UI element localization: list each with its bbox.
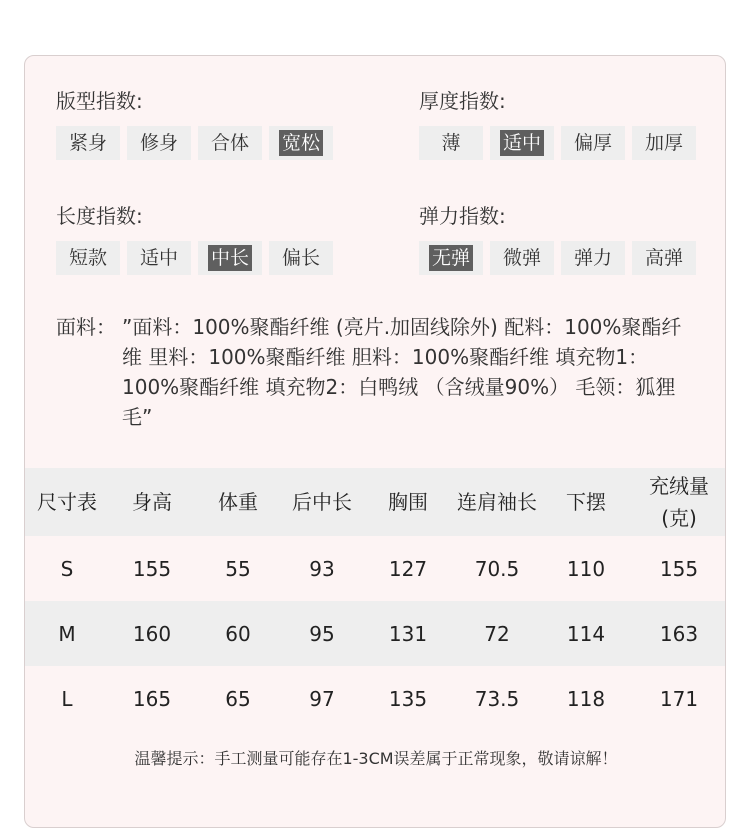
stretch-index — [419, 201, 703, 275]
fit-index-options — [56, 126, 340, 160]
thickness-index-options — [419, 126, 703, 160]
fit-index — [56, 86, 340, 160]
cell-size: L — [61, 686, 73, 711]
header-down-fill: 充绒量 (克) — [649, 474, 709, 530]
cell-size: S — [60, 556, 74, 581]
cell-chest: 135 — [388, 686, 428, 711]
size-table — [25, 468, 726, 731]
length-option-long: 偏长 — [269, 241, 333, 275]
thickness-option-extra-thick: 加厚 — [632, 126, 696, 160]
cell-down-fill: 163 — [659, 621, 699, 646]
header-sleeve-length: 连肩袖长 — [457, 490, 537, 514]
cell-down-fill: 171 — [659, 686, 699, 711]
thickness-index-title: 厚度指数: — [419, 89, 506, 113]
size-table-header — [25, 468, 726, 536]
fabric-text: ”面料：100%聚酯纤维 (亮片.加固线除外) 配料：100%聚酯纤维 里料：100%聚酯纤维 胆料：100%聚酯纤维 填充物1：100%聚酯纤维 填充物2：白鸭绒 （含绒量90%） 毛领：狐狸毛” — [122, 315, 682, 429]
size-info-card — [24, 55, 726, 828]
header-hem: 下摆 — [566, 490, 606, 514]
header-weight: 体重 — [218, 490, 258, 514]
cell-back-length: 97 — [309, 686, 335, 711]
cell-height: 160 — [132, 621, 172, 646]
cell-height: 155 — [132, 556, 172, 581]
fit-option-loose: 宽松 — [269, 126, 333, 160]
cell-height: 165 — [132, 686, 172, 711]
header-height: 身高 — [132, 490, 172, 514]
fit-option-slim: 修身 — [127, 126, 191, 160]
fabric-label: 面料： — [56, 315, 116, 339]
length-option-mid-long: 中长 — [198, 241, 262, 275]
cell-back-length: 93 — [309, 556, 335, 581]
cell-hem: 118 — [566, 686, 606, 711]
measurement-note: 温馨提示：手工测量可能存在1-3CM误差属于正常现象，敬请谅解！ — [134, 749, 618, 768]
cell-sleeve-length: 73.5 — [474, 686, 520, 711]
stretch-option-stretch: 弹力 — [561, 241, 625, 275]
thickness-option-medium: 适中 — [490, 126, 554, 160]
cell-down-fill: 155 — [659, 556, 699, 581]
cell-weight: 65 — [225, 686, 251, 711]
cell-sleeve-length: 70.5 — [474, 556, 520, 581]
length-index-title: 长度指数: — [56, 204, 143, 228]
stretch-index-options — [419, 241, 703, 275]
cell-sleeve-length: 72 — [484, 621, 510, 646]
header-back-length: 后中长 — [292, 490, 352, 514]
thickness-option-thin: 薄 — [419, 126, 483, 160]
stretch-option-high: 高弹 — [632, 241, 696, 275]
stretch-option-none: 无弹 — [419, 241, 483, 275]
header-chest: 胸围 — [388, 490, 428, 514]
fabric-info — [56, 312, 696, 432]
cell-weight: 60 — [225, 621, 251, 646]
length-index-options — [56, 241, 340, 275]
table-row — [25, 536, 726, 601]
cell-hem: 110 — [566, 556, 606, 581]
length-option-regular: 适中 — [127, 241, 191, 275]
cell-size: M — [58, 621, 76, 646]
cell-hem: 114 — [566, 621, 606, 646]
fit-index-title: 版型指数: — [56, 89, 143, 113]
fit-option-tight: 紧身 — [56, 126, 120, 160]
length-option-short: 短款 — [56, 241, 120, 275]
table-row — [25, 601, 726, 666]
thickness-option-thick: 偏厚 — [561, 126, 625, 160]
cell-weight: 55 — [225, 556, 251, 581]
cell-chest: 127 — [388, 556, 428, 581]
stretch-index-title: 弹力指数: — [419, 204, 506, 228]
cell-back-length: 95 — [309, 621, 335, 646]
fit-option-regular: 合体 — [198, 126, 262, 160]
length-index — [56, 201, 340, 275]
stretch-option-slight: 微弹 — [490, 241, 554, 275]
thickness-index — [419, 86, 703, 160]
header-size-chart: 尺寸表 — [37, 490, 97, 514]
cell-chest: 131 — [388, 621, 428, 646]
table-row — [25, 666, 726, 731]
